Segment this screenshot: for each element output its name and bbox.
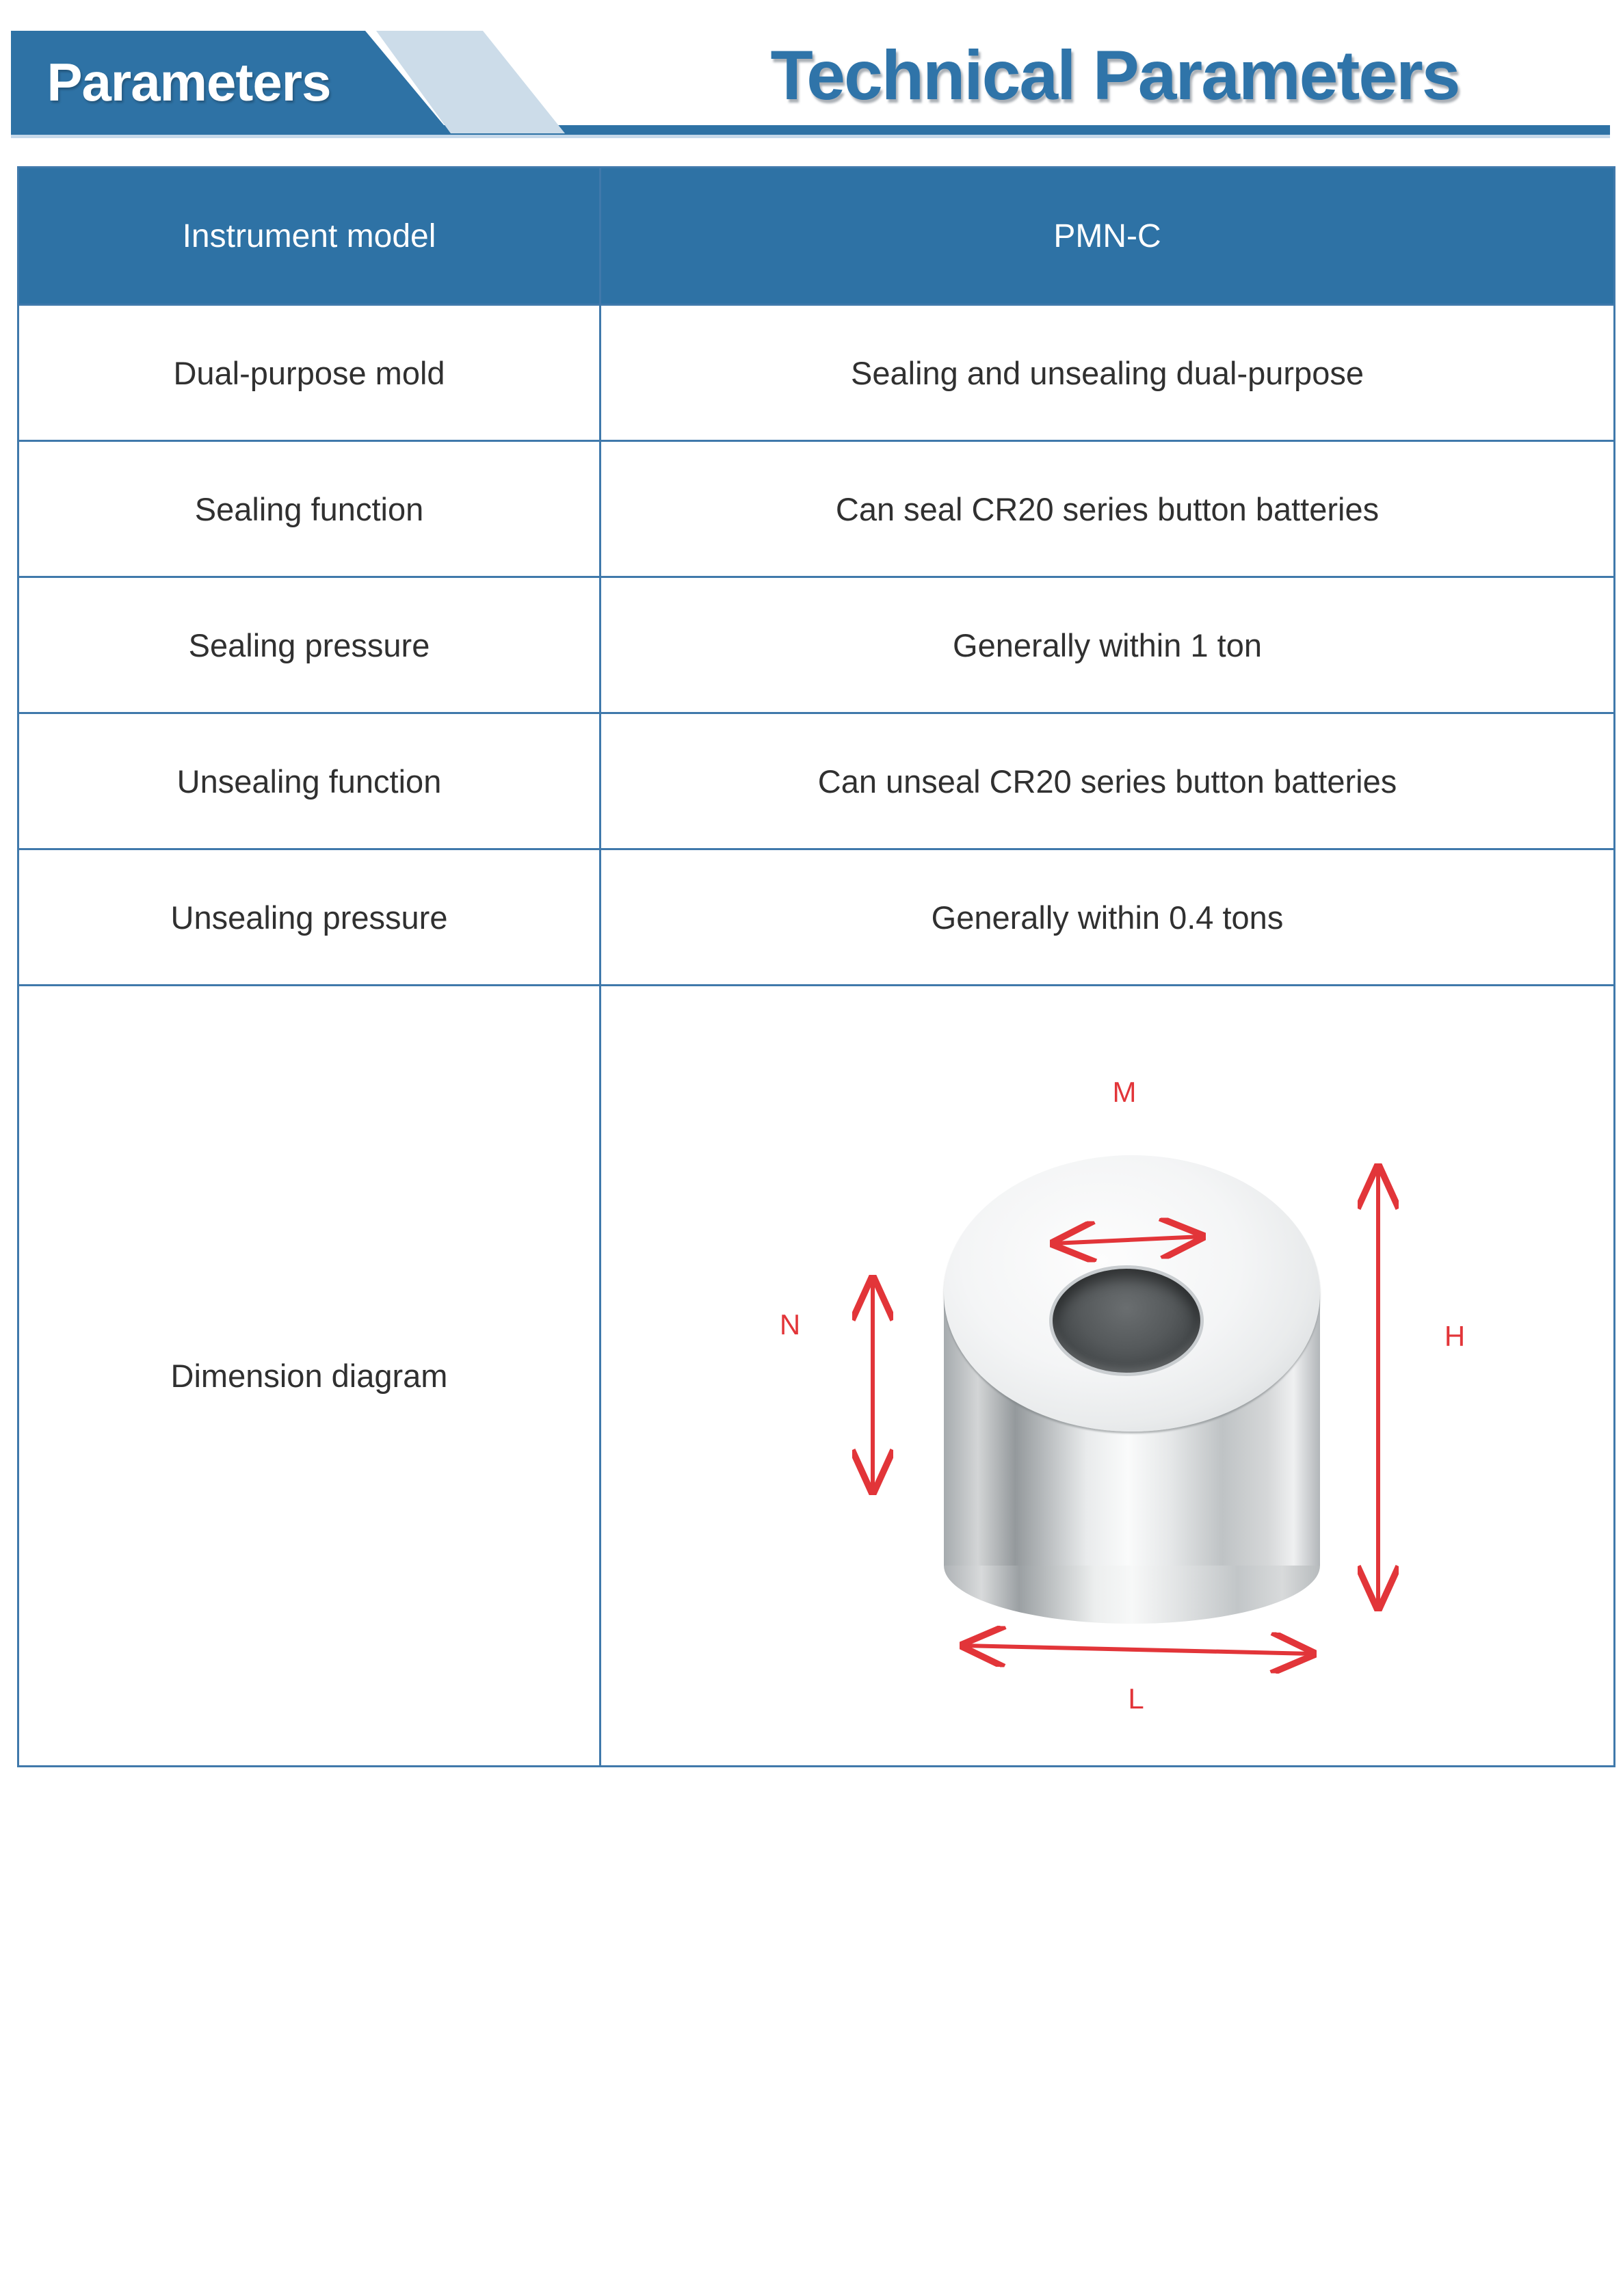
dimension-label-L: L: [1128, 1683, 1144, 1715]
row-label: Dual-purpose mold: [18, 305, 601, 441]
header-cell-model-label: Instrument model: [18, 168, 601, 305]
parameters-table: [17, 166, 1615, 1767]
banner-label: Parameters: [47, 51, 331, 112]
table-row: [18, 849, 1615, 986]
row-value: Sealing and unsealing dual-purpose: [601, 305, 1615, 441]
row-value: Can unseal CR20 series button batteries: [601, 713, 1615, 849]
table-row: [18, 713, 1615, 849]
header-underline-light: [11, 135, 1610, 138]
table-row: [18, 577, 1615, 713]
dimension-label-H: H: [1444, 1320, 1466, 1352]
page-title: Technical Parameters: [770, 36, 1460, 114]
row-value: Generally within 1 ton: [601, 577, 1615, 713]
dimension-label-M: M: [1112, 1076, 1137, 1108]
table-row: [18, 305, 1615, 441]
dimension-label-N: N: [779, 1308, 801, 1341]
header-cell-model-value: PMN-C: [601, 168, 1615, 305]
row-label: Sealing function: [18, 441, 601, 577]
dimension-diagram-cell: [601, 986, 1615, 1767]
row-label: Sealing pressure: [18, 577, 601, 713]
row-label: Unsealing function: [18, 713, 601, 849]
arrow-M: [1054, 1237, 1202, 1243]
row-value: Generally within 0.4 tons: [601, 849, 1615, 986]
row-label: Unsealing pressure: [18, 849, 601, 986]
table-row-diagram: [18, 986, 1615, 1767]
table-row: [18, 441, 1615, 577]
dimension-arrows: [601, 986, 1615, 1767]
dimension-diagram: [601, 986, 1615, 1767]
row-label: Dimension diagram: [18, 986, 601, 1767]
table-header-row: [18, 168, 1615, 305]
row-value: Can seal CR20 series button batteries: [601, 441, 1615, 577]
arrow-L: [964, 1646, 1312, 1654]
